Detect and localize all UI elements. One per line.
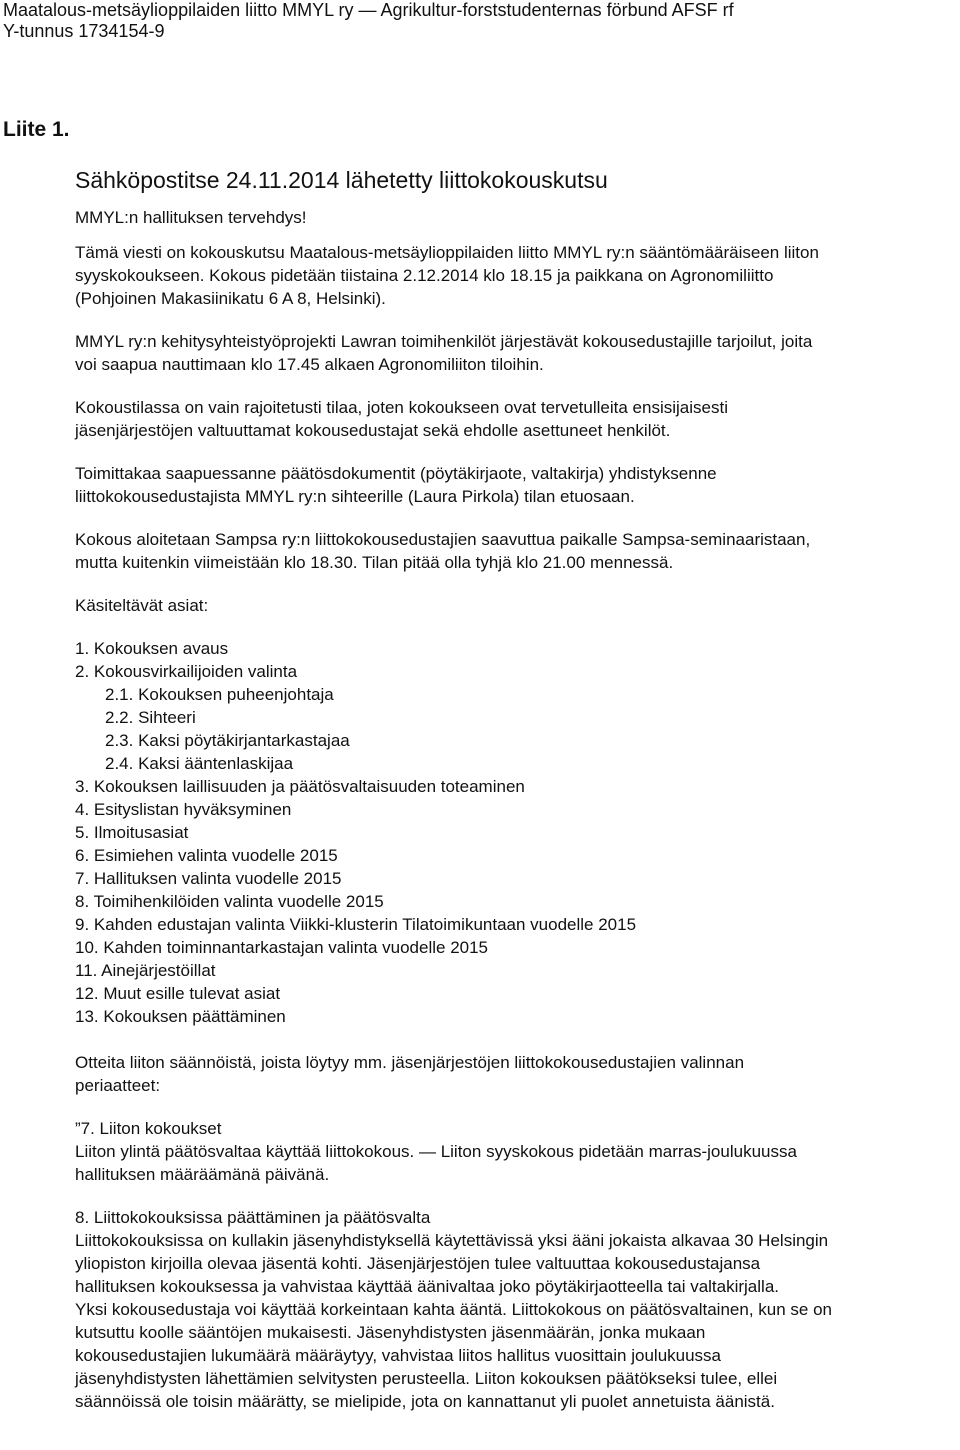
text-line: liittokokousedustajista MMYL ry:n sihteerille (Laura Pirkola) tilan etuosaan.: [75, 487, 635, 506]
agenda-item: 3. Kokouksen laillisuuden ja päätösvaltaisuuden toteaminen: [75, 777, 525, 796]
section-heading: 8. Liittokokouksissa päättäminen ja päätösvalta: [75, 1208, 431, 1227]
text-line: (Pohjoinen Makasiinikatu 6 A 8, Helsinki).: [75, 289, 386, 308]
agenda-item: 5. Ilmoitusasiat: [75, 823, 189, 842]
paragraph-limited-space: [75, 396, 955, 442]
agenda-item: 9. Kahden edustajan valinta Viikki-klusterin Tilatoimikuntaan vuodelle 2015: [75, 915, 637, 934]
text-line: Toimittakaa saapuessanne päätösdokumentit (pöytäkirjaote, valtakirja) yhdistyksenne: [75, 464, 717, 483]
text-line: periaatteet:: [75, 1076, 161, 1095]
text-line: syyskokoukseen. Kokous pidetään tiistaina 2.12.2014 klo 18.15 ja paikkana on Agronomiliitto: [75, 266, 774, 285]
appendix-label: Liite 1.: [3, 118, 70, 141]
text-line: Kokous aloitetaan Sampsa ry:n liittokokousedustajien saavuttua paikalle Sampsa-seminaaristaan,: [75, 530, 811, 549]
agenda-item: 7. Hallituksen valinta vuodelle 2015: [75, 869, 342, 888]
rules-section-8: [75, 1206, 955, 1413]
agenda-item: 13. Kokouksen päättäminen: [75, 1007, 286, 1026]
agenda-item: 10. Kahden toiminnantarkastajan valinta vuodelle 2015: [75, 938, 489, 957]
document-header: [3, 0, 734, 42]
text-line: kokousedustajien lukumäärä määräytyy, vahvistaa liitos hallitus vuosittain joulukuussa: [75, 1346, 722, 1365]
text-line: Liiton ylintä päätösvaltaa käyttää liittokokous. — Liiton syyskokous pidetään marras-joulukuussa: [75, 1142, 797, 1161]
section-heading: ”7. Liiton kokoukset: [75, 1119, 222, 1138]
agenda-subitem: 2.4. Kaksi ääntenlaskijaa: [105, 754, 294, 773]
organization-name: Maatalous-metsäylioppilaiden liitto MMYL ry — Agrikultur-forststudenternas förbund AFSF rf: [3, 0, 734, 20]
text-line: Kokoustilassa on vain rajoitetusti tilaa, joten kokoukseen ovat tervetulleita ensisijaisesti: [75, 398, 728, 417]
agenda-subitem: 2.1. Kokouksen puheenjohtaja: [105, 685, 334, 704]
agenda-item: 6. Esimiehen valinta vuodelle 2015: [75, 846, 338, 865]
text-line: MMYL ry:n kehitysyhteistyöprojekti Lawran toimihenkilöt järjestävät kokousedustajille tarjoilut, joita: [75, 332, 813, 351]
text-line: kutsuttu koolle sääntöjen mukaisesti. Jäsenyhdistysten jäsenmäärän, jonka mukaan: [75, 1323, 706, 1342]
text-line: yliopiston kirjoilla olevaa jäsentä kohti. Jäsenjärjestöjen tulee valtuuttaa kokousedustajansa: [75, 1254, 761, 1273]
text-line: jäsenjärjestöjen valtuuttamat kokousedustajat sekä ehdolle asettuneet henkilöt.: [75, 421, 671, 440]
agenda-item: 2. Kokousvirkailijoiden valinta: [75, 662, 298, 681]
greeting: MMYL:n hallituksen tervehdys!: [75, 208, 307, 227]
agenda-heading: Käsiteltävät asiat:: [75, 596, 209, 615]
agenda-item: 12. Muut esille tulevat asiat: [75, 984, 281, 1003]
text-line: Liittokokouksissa on kullakin jäsenyhdistyksellä käytettävissä yksi ääni jokaista alkavaa 30 Helsingin: [75, 1231, 829, 1250]
paragraph-schedule: [75, 528, 955, 574]
text-line: säännöissä ole toisin määrätty, se mielipide, jota on kannattanut yli puolet annetuista äänistä.: [75, 1392, 775, 1411]
agenda-item: 4. Esityslistan hyväksyminen: [75, 800, 292, 819]
text-line: Yksi kokousedustaja voi käyttää korkeintaan kahta ääntä. Liittokokous on päätösvaltainen, kun se on: [75, 1300, 832, 1319]
rules-section-7: [75, 1117, 955, 1186]
text-line: hallituksen kokouksessa ja vahvistaa käyttää äänivaltaa joko pöytäkirjaotteella tai valtakirjalla.: [75, 1277, 779, 1296]
text-line: Tämä viesti on kokouskutsu Maatalous-metsäylioppilaiden liitto MMYL ry:n sääntömääräiseen liiton: [75, 243, 819, 262]
agenda-subitem: 2.3. Kaksi pöytäkirjantarkastajaa: [105, 731, 350, 750]
agenda-item: 1. Kokouksen avaus: [75, 639, 229, 658]
text-line: jäsenyhdistysten lähettämien selvitysten perusteella. Liiton kokouksen päätökseksi tulee, ellei: [75, 1369, 778, 1388]
agenda-item: 8. Toimihenkilöiden valinta vuodelle 2015: [75, 892, 384, 911]
paragraph-refreshments: [75, 330, 955, 376]
excerpt-intro: [75, 1051, 955, 1097]
document-body: [75, 166, 955, 1433]
text-line: hallituksen määräämänä päivänä.: [75, 1165, 330, 1184]
business-id: Y-tunnus 1734154-9: [3, 21, 165, 41]
agenda-subitem: 2.2. Sihteeri: [105, 708, 196, 727]
text-line: Otteita liiton säännöistä, joista löytyy mm. jäsenjärjestöjen liittokokousedustajien valinnan: [75, 1053, 745, 1072]
agenda-item: 11. Ainejärjestöillat: [75, 961, 216, 980]
agenda-list: [75, 637, 955, 1028]
text-line: mutta kuitenkin viimeistään klo 18.30. Tilan pitää olla tyhjä klo 21.00 mennessä.: [75, 553, 674, 572]
page-title: Sähköpostitse 24.11.2014 lähetetty liittokokouskutsu: [75, 167, 608, 193]
paragraph-meeting-invitation: [75, 241, 955, 310]
paragraph-documents: [75, 462, 955, 508]
text-line: voi saapua nauttimaan klo 17.45 alkaen Agronomiliiton tiloihin.: [75, 355, 544, 374]
